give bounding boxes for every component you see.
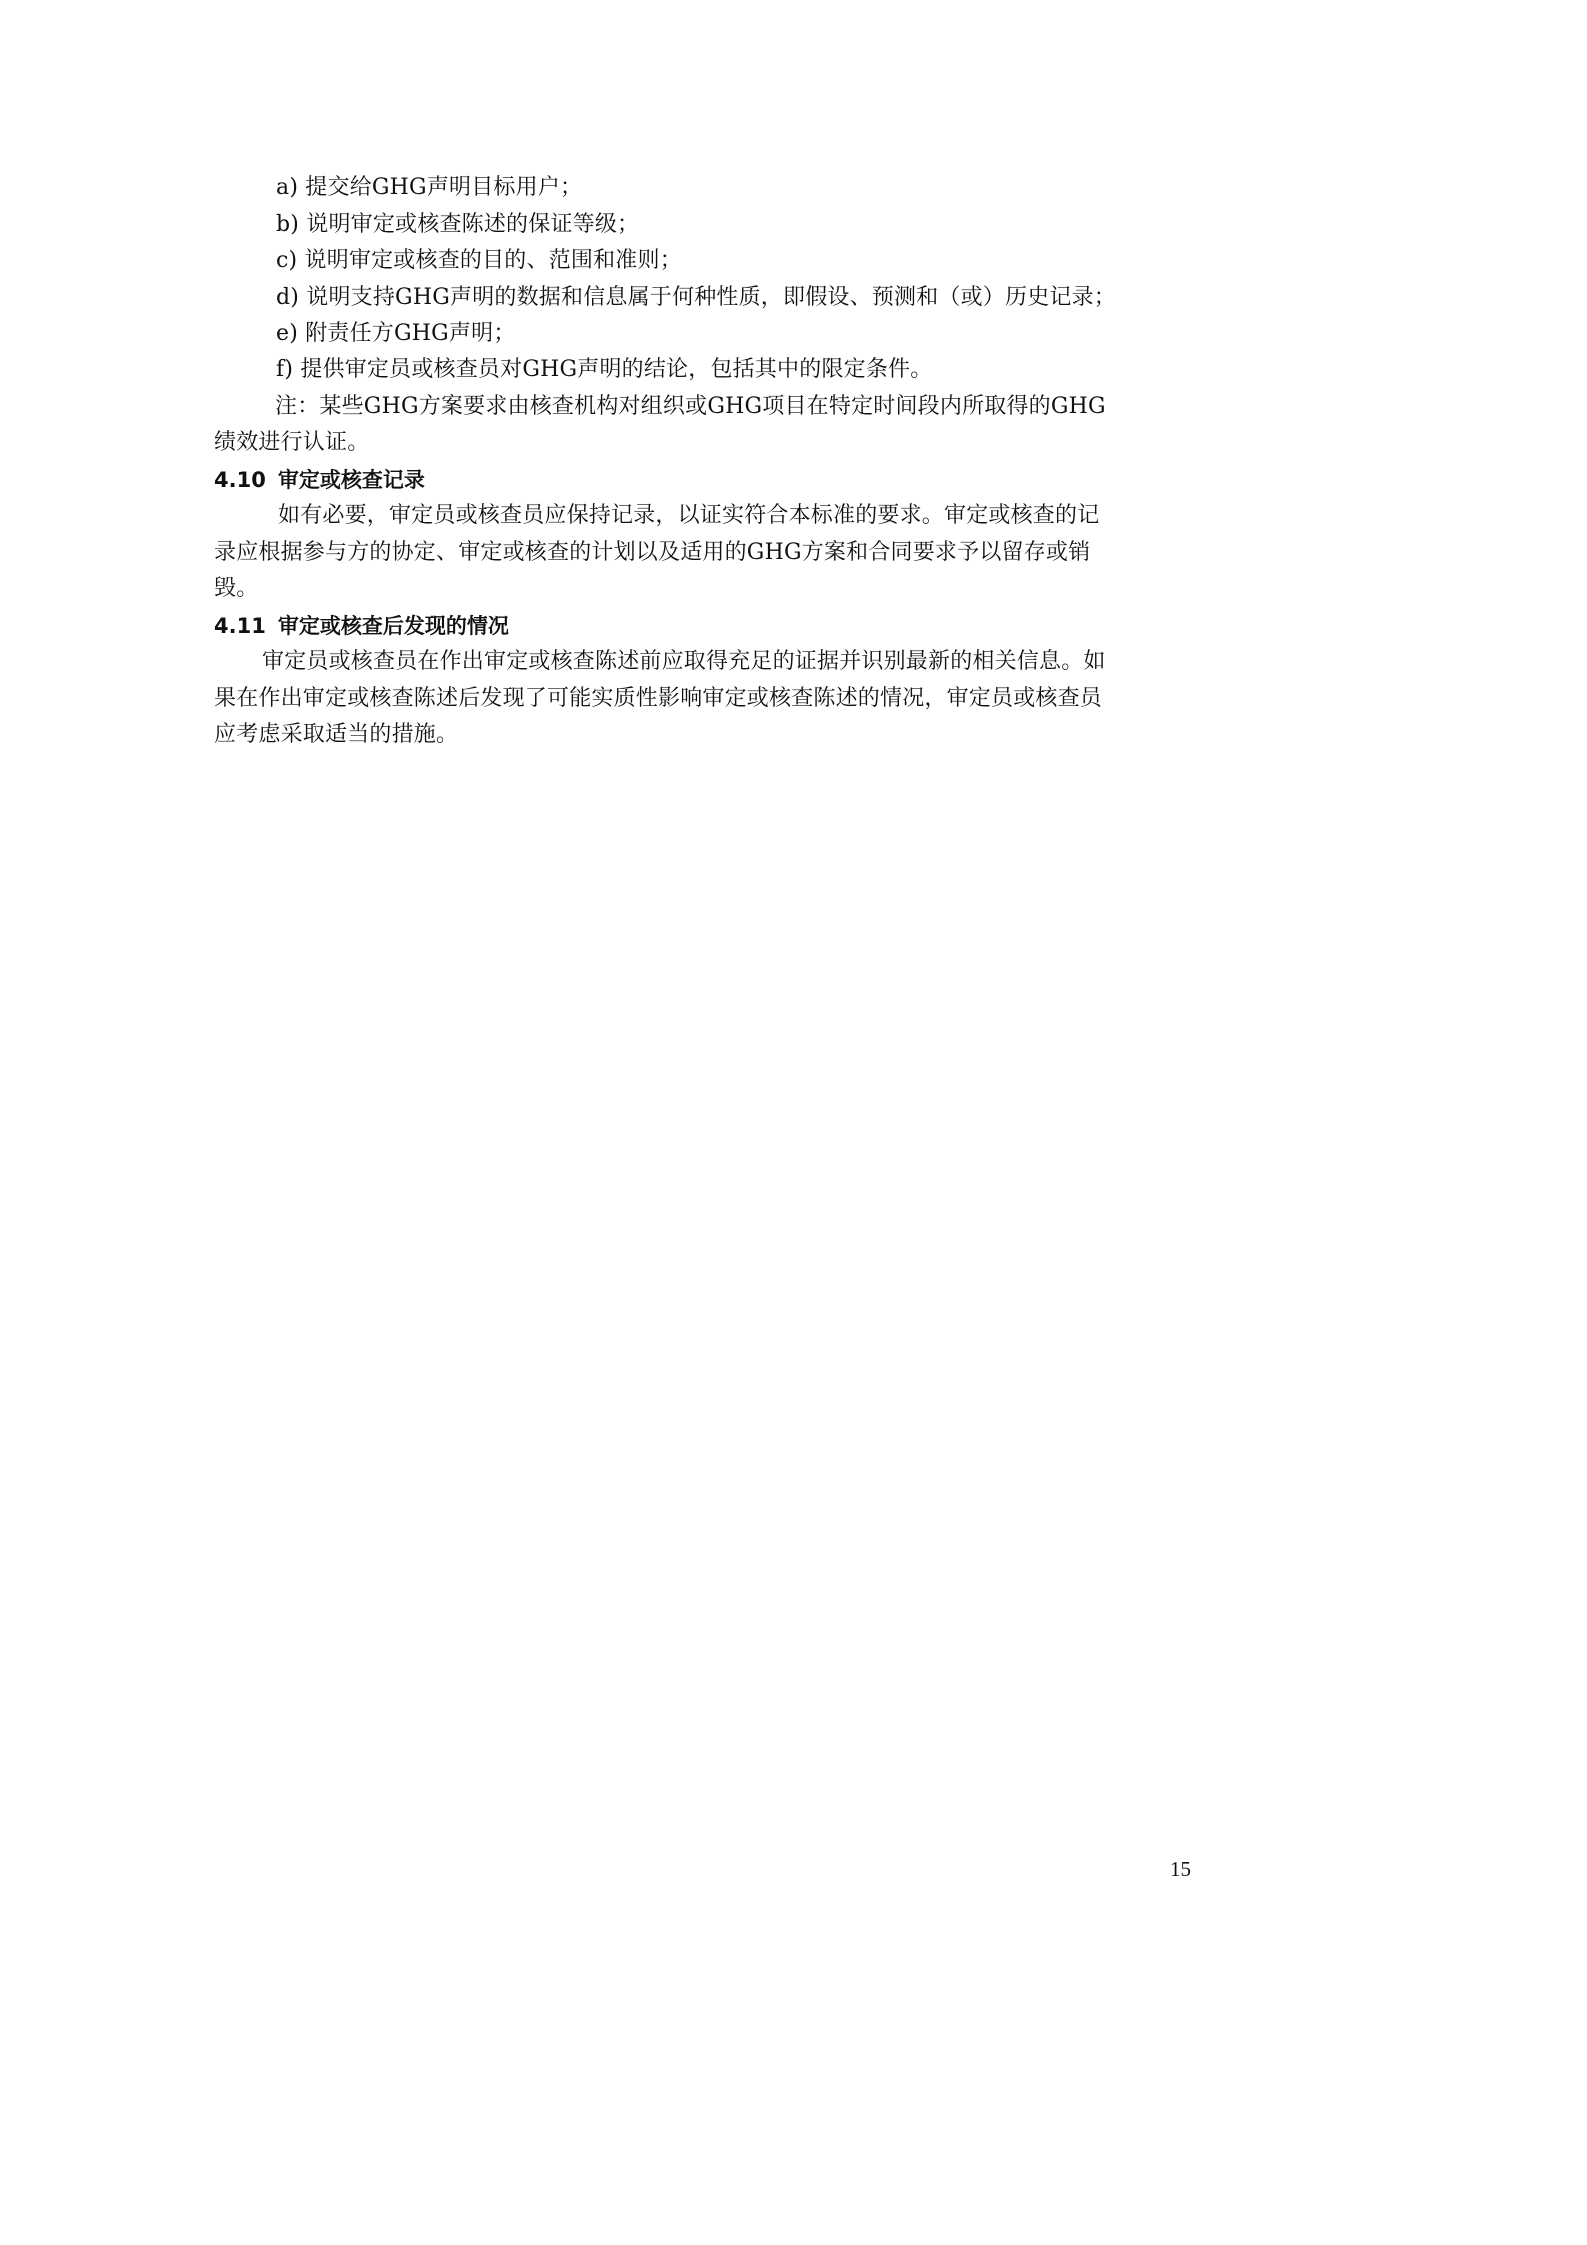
page-number: 15 [1170, 1857, 1191, 1881]
paragraph-4-10-line-1: 如有必要，审定员或核查员应保持记录，以证实符合本标准的要求。审定或核查的记 [278, 503, 1100, 528]
paragraph-4-11-line-2: 果在作出审定或核查陈述后发现了可能实质性影响审定或核查陈述的情况，审定员或核查员 [214, 686, 1103, 711]
list-item-c: c) 说明审定或核查的目的、范围和准则； [276, 248, 682, 273]
note-line-1: 注：某些GHG方案要求由核查机构对组织或GHG项目在特定时间段内所取得的GHG [275, 394, 1106, 419]
section-heading-4-10 [214, 466, 425, 494]
section-number: 4.10 [214, 468, 266, 492]
list-item-e: e) 附责任方GHG声明； [276, 321, 516, 346]
paragraph-4-10-line-2: 录应根据参与方的协定、审定或核查的计划以及适用的GHG方案和合同要求予以留存或销 [214, 540, 1091, 565]
section-heading-4-11 [214, 612, 509, 640]
section-number: 4.11 [214, 614, 266, 638]
list-item-f: f) 提供审定员或核查员对GHG声明的结论，包括其中的限定条件。 [276, 357, 933, 382]
paragraph-4-10-line-3: 毁。 [214, 576, 259, 601]
section-title: 审定或核查后发现的情况 [277, 614, 509, 638]
section-title: 审定或核查记录 [277, 468, 425, 492]
list-item-d: d) 说明支持GHG声明的数据和信息属于何种性质，即假设、预测和（或）历史记录； [276, 285, 1116, 310]
note-line-2: 绩效进行认证。 [214, 430, 370, 455]
paragraph-4-11-line-3: 应考虑采取适当的措施。 [214, 722, 459, 747]
paragraph-4-11-line-1: 审定员或核查员在作出审定或核查陈述前应取得充足的证据并识别最新的相关信息。如 [262, 649, 1106, 674]
list-item-a: a) 提交给GHG声明目标用户； [276, 175, 583, 200]
list-item-b: b) 说明审定或核查陈述的保证等级； [276, 212, 640, 237]
